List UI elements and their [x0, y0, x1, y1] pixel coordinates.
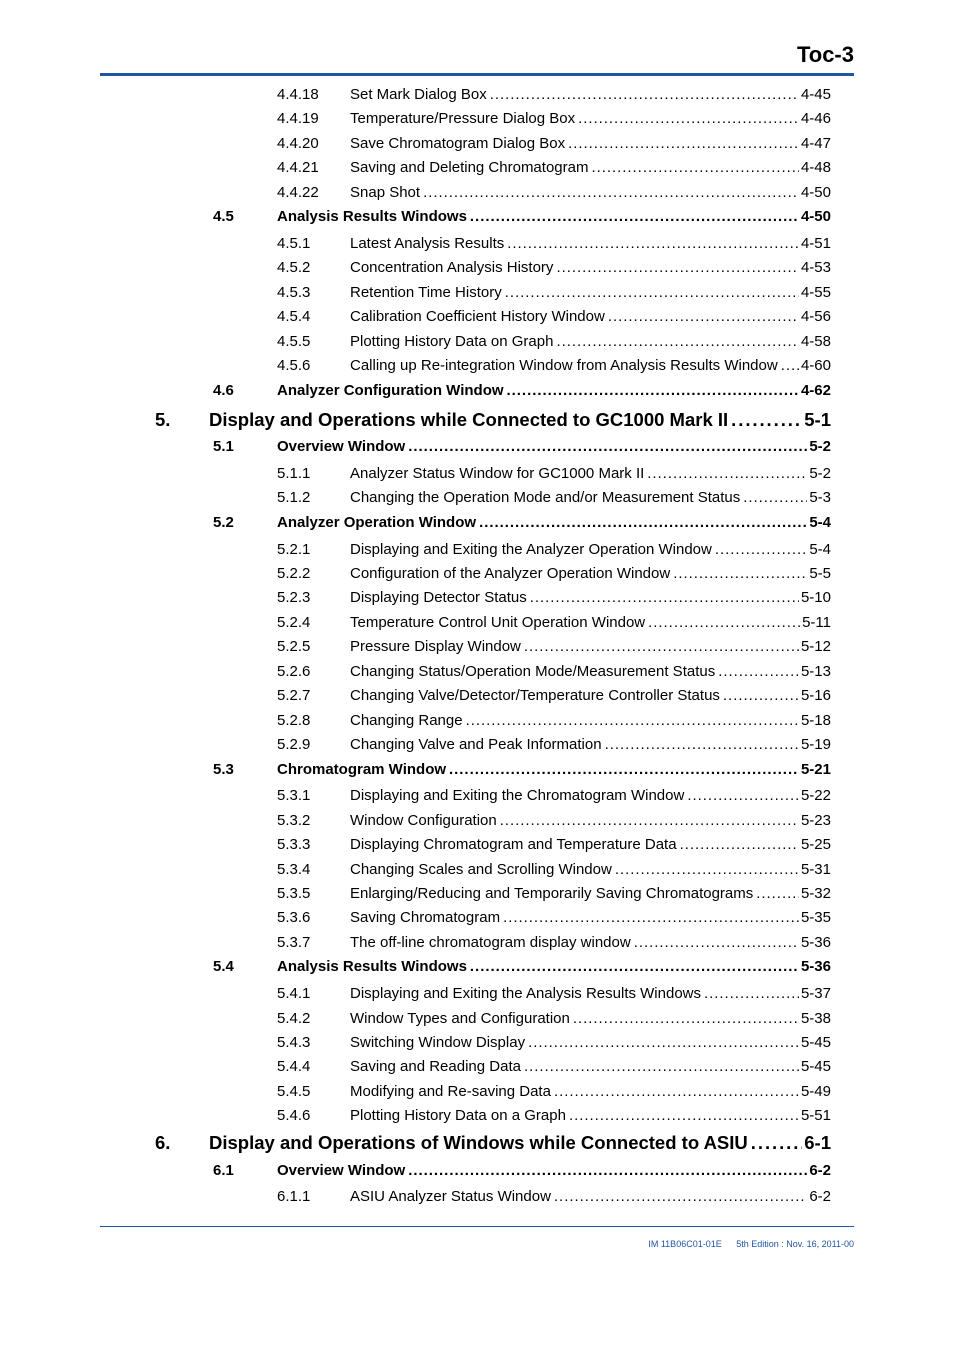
- toc-dot-leader: [569, 1107, 799, 1124]
- toc-entry-level3[interactable]: [277, 541, 831, 558]
- toc-entry-number: 5.4.3: [277, 1034, 311, 1051]
- toc-entry-number: 4.4.21: [277, 159, 319, 176]
- toc-entry-title: Analysis Results Windows: [277, 208, 467, 225]
- toc-entry-title: Display and Operations while Connected to GC1000 Mark II: [209, 409, 729, 430]
- toc-entry-page: 4-56: [800, 308, 831, 325]
- toc-entry-number: 5.4.1: [277, 985, 311, 1002]
- toc-entry-page: 4-50: [800, 184, 831, 201]
- toc-entry-page: 5-36: [800, 958, 831, 975]
- toc-entry-title: Overview Window: [277, 1162, 406, 1179]
- toc-entry-title: Window Configuration: [350, 812, 497, 829]
- toc-entry-title: Changing Range: [350, 712, 463, 729]
- toc-entry-page: 5-25: [800, 836, 831, 853]
- toc-dot-leader: [647, 465, 807, 482]
- toc-entry-page: 5-32: [800, 885, 831, 902]
- toc-entry-number: 4.5.4: [277, 308, 311, 325]
- toc-entry-title: Analysis Results Windows: [277, 958, 467, 975]
- toc-entry-title: Saving and Reading Data: [350, 1058, 521, 1075]
- toc-entry-level3[interactable]: [277, 333, 831, 350]
- toc-dot-leader: [608, 308, 799, 325]
- toc-dot-leader: [503, 909, 799, 926]
- toc-entry-title: Configuration of the Analyzer Operation Window: [350, 565, 671, 582]
- toc-dot-leader: [524, 638, 799, 655]
- toc-entry-number: 5.3.2: [277, 812, 311, 829]
- toc-dot-leader: [634, 934, 799, 951]
- toc-entry-page: 5-18: [800, 712, 831, 729]
- toc-dot-leader: [507, 235, 799, 252]
- toc-dot-leader: [470, 958, 799, 975]
- toc-entry-title: Switching Window Display: [350, 1034, 526, 1051]
- toc-entry-title: Changing Valve and Peak Information: [350, 736, 602, 753]
- toc-entry-level3[interactable]: [277, 812, 831, 829]
- footer-doc-id: IM 11B06C01-01E: [648, 1239, 722, 1249]
- toc-entry-page: 4-46: [800, 110, 831, 127]
- toc-entry-level3[interactable]: [277, 1083, 831, 1100]
- toc-dot-leader: [449, 761, 799, 778]
- toc-entry-title: Save Chromatogram Dialog Box: [350, 135, 566, 152]
- toc-entry-number: 5.2.6: [277, 663, 311, 680]
- toc-entry-level3[interactable]: [277, 736, 831, 753]
- toc-dot-leader: [507, 382, 799, 399]
- toc-entry-number: 5.2: [213, 514, 234, 531]
- toc-dot-leader: [528, 1034, 799, 1051]
- toc-entry-number: 4.5.2: [277, 259, 311, 276]
- toc-entry-level3[interactable]: [277, 1034, 831, 1051]
- toc-entry-title: Modifying and Re-saving Data: [350, 1083, 551, 1100]
- toc-entry-number: 5.3.3: [277, 836, 311, 853]
- toc-dot-leader: [554, 1083, 799, 1100]
- toc-entry-title: Set Mark Dialog Box: [350, 86, 487, 103]
- toc-entry-level3[interactable]: [277, 308, 831, 325]
- toc-entry-number: 4.5: [213, 208, 234, 225]
- toc-entry-number: 4.4.19: [277, 110, 319, 127]
- toc-dot-leader: [781, 357, 799, 374]
- toc-entry-title: Plotting History Data on a Graph: [350, 1107, 566, 1124]
- toc-entry-title: Snap Shot: [350, 184, 421, 201]
- toc-entry-title: The off-line chromatogram display window: [350, 934, 631, 951]
- toc-entry-page: 5-49: [800, 1083, 831, 1100]
- toc-entry-number: 5.2.7: [277, 687, 311, 704]
- toc-entry-page: 5-12: [800, 638, 831, 655]
- toc-entry-page: 5-2: [809, 465, 831, 482]
- toc-dot-leader: [648, 614, 800, 631]
- toc-dot-leader: [556, 259, 799, 276]
- toc-entry-title: Changing Status/Operation Mode/Measurement Status: [350, 663, 716, 680]
- toc-entry-level2[interactable]: [213, 761, 831, 778]
- toc-entry-page: 5-37: [800, 985, 831, 1002]
- toc-entry-title: Calling up Re-integration Window from Analysis Results Window: [350, 357, 778, 374]
- toc-entry-page: 5-45: [800, 1034, 831, 1051]
- toc-entry-title: Chromatogram Window: [277, 761, 447, 778]
- toc-entry-number: 5.1: [213, 438, 234, 455]
- toc-dot-leader: [479, 514, 807, 531]
- toc-entry-title: Displaying and Exiting the Chromatogram Window: [350, 787, 685, 804]
- toc-entry-level1[interactable]: [155, 409, 831, 431]
- toc-entry-title: Concentration Analysis History: [350, 259, 554, 276]
- toc-entry-number: 5.4.6: [277, 1107, 311, 1124]
- footer-edition: 5th Edition : Nov. 16, 2011-00: [736, 1239, 854, 1249]
- toc-entry-title: Saving Chromatogram: [350, 909, 501, 926]
- toc-entry-number: 5.3.1: [277, 787, 311, 804]
- toc-dot-leader: [756, 885, 799, 902]
- toc-entry-number: 5.2.2: [277, 565, 311, 582]
- toc-entry-title: Calibration Coefficient History Window: [350, 308, 605, 325]
- toc-entry-level3[interactable]: [277, 159, 831, 176]
- toc-entry-number: 4.5.6: [277, 357, 311, 374]
- toc-entry-title: Displaying and Exiting the Analysis Results Windows: [350, 985, 701, 1002]
- toc-dot-leader: [718, 663, 799, 680]
- toc-entry-title: Displaying and Exiting the Analyzer Operation Window: [350, 541, 712, 558]
- toc-entry-level3[interactable]: [277, 687, 831, 704]
- toc-dot-leader: [743, 489, 807, 506]
- toc-dot-leader: [591, 159, 799, 176]
- toc-entry-page: 5-4: [809, 541, 831, 558]
- toc-entry-number: 6.1: [213, 1162, 234, 1179]
- toc-entry-number: 5.4.5: [277, 1083, 311, 1100]
- toc-entry-number: 4.4.22: [277, 184, 319, 201]
- toc-entry-title: Temperature/Pressure Dialog Box: [350, 110, 576, 127]
- toc-entry-page: 5-3: [809, 489, 831, 506]
- toc-dot-leader: [751, 1132, 802, 1154]
- toc-entry-number: 6.1.1: [277, 1188, 311, 1205]
- toc-entry-number: 5.2.9: [277, 736, 311, 753]
- toc-entry-level3[interactable]: [277, 614, 831, 631]
- toc-entry-level3[interactable]: [277, 86, 831, 103]
- toc-entry-level2[interactable]: [213, 208, 831, 225]
- toc-entry-title: Latest Analysis Results: [350, 235, 505, 252]
- toc-dot-leader: [408, 438, 807, 455]
- toc-entry-number: 5.2.3: [277, 589, 311, 606]
- toc-entry-page: 4-45: [800, 86, 831, 103]
- toc-entry-number: 4.4.20: [277, 135, 319, 152]
- toc-entry-page: 4-58: [800, 333, 831, 350]
- toc-entry-level3[interactable]: [277, 787, 831, 804]
- toc-entry-page: 4-47: [800, 135, 831, 152]
- toc-dot-leader: [723, 687, 799, 704]
- toc-entry-title: Temperature Control Unit Operation Window: [350, 614, 646, 631]
- toc-entry-page: 5-31: [800, 861, 831, 878]
- toc-entry-level3[interactable]: [277, 259, 831, 276]
- toc-entry-title: Changing Scales and Scrolling Window: [350, 861, 612, 878]
- toc-entry-level2[interactable]: [213, 382, 831, 399]
- toc-dot-leader: [554, 1188, 807, 1205]
- toc-entry-level3[interactable]: [277, 1058, 831, 1075]
- toc-entry-level3[interactable]: [277, 284, 831, 301]
- toc-entry-title: Displaying Chromatogram and Temperature Data: [350, 836, 677, 853]
- toc-entry-number: 5.1.1: [277, 465, 311, 482]
- toc-dot-leader: [490, 86, 799, 103]
- toc-entry-page: 5-4: [809, 514, 831, 531]
- toc-entry-level3[interactable]: [277, 836, 831, 853]
- toc-entry-title: Changing Valve/Detector/Temperature Controller Status: [350, 687, 720, 704]
- toc-entry-level3[interactable]: [277, 909, 831, 926]
- toc-entry-number: 5.3.5: [277, 885, 311, 902]
- toc-entry-number: 4.5.5: [277, 333, 311, 350]
- toc-dot-leader: [673, 565, 807, 582]
- toc-dot-leader: [524, 1058, 799, 1075]
- toc-entry-level3[interactable]: [277, 489, 831, 506]
- toc-entry-page: 5-36: [800, 934, 831, 951]
- toc-entry-title: Overview Window: [277, 438, 406, 455]
- toc-entry-level3[interactable]: [277, 934, 831, 951]
- toc-entry-page: 5-45: [800, 1058, 831, 1075]
- toc-entry-page: 5-19: [800, 736, 831, 753]
- page-footer: [648, 1239, 854, 1249]
- toc-entry-number: 5.4: [213, 958, 234, 975]
- toc-entry-page: 4-50: [800, 208, 831, 225]
- toc-entry-page: 5-38: [800, 1010, 831, 1027]
- toc-entry-page: 5-22: [800, 787, 831, 804]
- toc-entry-number: 5.1.2: [277, 489, 311, 506]
- toc-entry-number: 5.2.4: [277, 614, 311, 631]
- toc-entry-level3[interactable]: [277, 235, 831, 252]
- toc-entry-title: Analyzer Operation Window: [277, 514, 477, 531]
- toc-dot-leader: [568, 135, 799, 152]
- toc-entry-number: 4.6: [213, 382, 234, 399]
- toc-dot-leader: [731, 409, 802, 431]
- toc-entry-title: Pressure Display Window: [350, 638, 521, 655]
- toc-entry-level3[interactable]: [277, 565, 831, 582]
- toc-dot-leader: [704, 985, 799, 1002]
- toc-entry-page: 4-51: [800, 235, 831, 252]
- toc-dot-leader: [605, 736, 799, 753]
- toc-entry-page: 4-48: [800, 159, 831, 176]
- toc-dot-leader: [578, 110, 799, 127]
- toc-entry-number: 6.: [155, 1132, 171, 1153]
- toc-entry-title: Plotting History Data on Graph: [350, 333, 554, 350]
- toc-entry-page: 6-1: [804, 1132, 831, 1153]
- toc-dot-leader: [505, 284, 799, 301]
- toc-entry-level3[interactable]: [277, 1010, 831, 1027]
- toc-entry-level3[interactable]: [277, 110, 831, 127]
- toc-entry-number: 5.3.7: [277, 934, 311, 951]
- toc-entry-number: 5.3: [213, 761, 234, 778]
- toc-entry-title: Changing the Operation Mode and/or Measurement Status: [350, 489, 741, 506]
- toc-entry-level2[interactable]: [213, 958, 831, 975]
- toc-entry-number: 4.5.3: [277, 284, 311, 301]
- toc-entry-number: 5.4.2: [277, 1010, 311, 1027]
- toc-entry-number: 5.2.8: [277, 712, 311, 729]
- toc-entry-number: 5.2.5: [277, 638, 311, 655]
- toc-entry-level2[interactable]: [213, 438, 831, 455]
- toc-dot-leader: [408, 1162, 807, 1179]
- toc-entry-level3[interactable]: [277, 465, 831, 482]
- toc-entry-title: Saving and Deleting Chromatogram: [350, 159, 589, 176]
- toc-dot-leader: [470, 208, 799, 225]
- footer-rule: [100, 1226, 854, 1227]
- toc-entry-number: 4.4.18: [277, 86, 319, 103]
- toc-entry-level3[interactable]: [277, 663, 831, 680]
- toc-entry-page: 6-2: [809, 1162, 831, 1179]
- toc-entry-page: 5-2: [809, 438, 831, 455]
- toc-dot-leader: [615, 861, 799, 878]
- toc-dot-leader: [530, 589, 799, 606]
- toc-dot-leader: [715, 541, 807, 558]
- toc-entry-page: 5-21: [800, 761, 831, 778]
- toc-entry-page: 4-60: [800, 357, 831, 374]
- toc-entry-title: Analyzer Status Window for GC1000 Mark II: [350, 465, 645, 482]
- toc-entry-level3[interactable]: [277, 357, 831, 374]
- toc-entry-page: 5-10: [800, 589, 831, 606]
- toc-entry-level3[interactable]: [277, 184, 831, 201]
- toc-entry-level1[interactable]: [155, 1132, 831, 1154]
- toc-entry-page: 5-13: [800, 663, 831, 680]
- toc-entry-page: 4-55: [800, 284, 831, 301]
- toc-entry-page: 4-62: [800, 382, 831, 399]
- toc-dot-leader: [500, 812, 799, 829]
- toc-dot-leader: [680, 836, 799, 853]
- toc-entry-number: 5.3.4: [277, 861, 311, 878]
- toc-entry-level2[interactable]: [213, 514, 831, 531]
- toc-entry-page: 5-35: [800, 909, 831, 926]
- toc-entry-page: 5-11: [802, 614, 831, 631]
- toc-entry-level3[interactable]: [277, 638, 831, 655]
- toc-entry-level3[interactable]: [277, 135, 831, 152]
- page-title: Toc-3: [796, 42, 854, 67]
- toc-entry-number: 5.3.6: [277, 909, 311, 926]
- toc-dot-leader: [573, 1010, 799, 1027]
- toc-entry-page: 5-23: [800, 812, 831, 829]
- toc-entry-title: Retention Time History: [350, 284, 502, 301]
- toc-entry-level3[interactable]: [277, 1107, 831, 1124]
- toc-entry-title: Analyzer Configuration Window: [277, 382, 504, 399]
- toc-dot-leader: [423, 184, 799, 201]
- toc-entry-title: Displaying Detector Status: [350, 589, 527, 606]
- toc-entry-level3[interactable]: [277, 712, 831, 729]
- toc-entry-page: 5-1: [804, 409, 831, 430]
- toc-entry-page: 5-5: [809, 565, 831, 582]
- toc-entry-level3[interactable]: [277, 861, 831, 878]
- toc-entry-level3[interactable]: [277, 1188, 831, 1205]
- toc-dot-leader: [466, 712, 799, 729]
- toc-dot-leader: [556, 333, 799, 350]
- page-header: [100, 40, 854, 76]
- toc-entry-title: ASIU Analyzer Status Window: [350, 1188, 551, 1205]
- toc-entry-number: 5.4.4: [277, 1058, 311, 1075]
- toc-entry-page: 5-51: [800, 1107, 831, 1124]
- toc-entry-page: 4-53: [800, 259, 831, 276]
- toc-entry-level3[interactable]: [277, 985, 831, 1002]
- toc-entry-title: Window Types and Configuration: [350, 1010, 570, 1027]
- toc-entry-number: 5.: [155, 409, 171, 430]
- toc-entry-page: 6-2: [809, 1188, 831, 1205]
- toc-dot-leader: [687, 787, 799, 804]
- header-rule: [100, 73, 854, 76]
- toc-entry-level3[interactable]: [277, 589, 831, 606]
- toc-entry-page: 5-16: [800, 687, 831, 704]
- toc-entry-level2[interactable]: [213, 1162, 831, 1179]
- toc-entry-level3[interactable]: [277, 885, 831, 902]
- toc-entry-number: 5.2.1: [277, 541, 311, 558]
- toc-entry-title: Display and Operations of Windows while Connected to ASIU: [209, 1132, 748, 1153]
- toc-entry-title: Enlarging/Reducing and Temporarily Saving Chromatograms: [350, 885, 754, 902]
- toc-entry-number: 4.5.1: [277, 235, 311, 252]
